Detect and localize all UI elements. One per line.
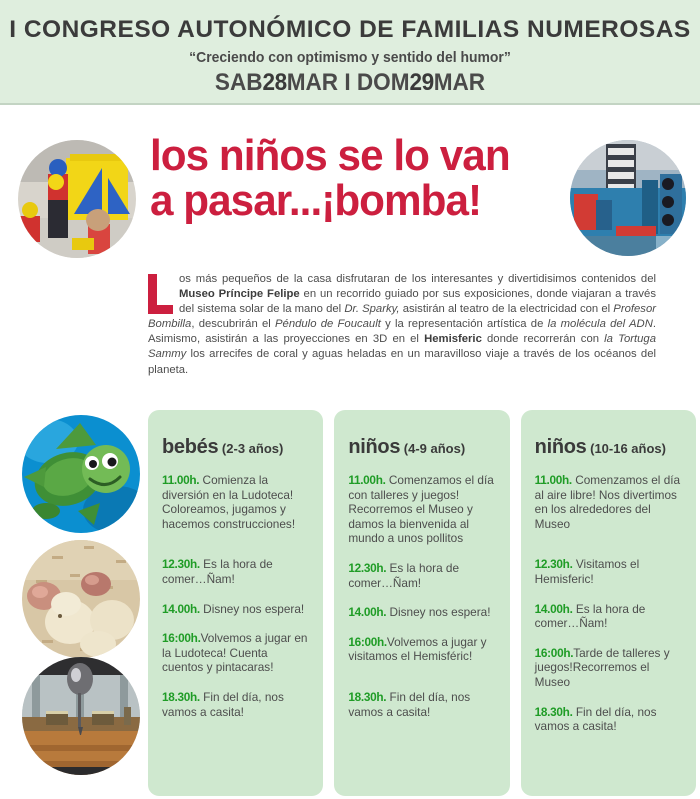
schedule-slot-time: 18.30h. [162,689,200,704]
headline-line-2: a pasar...¡bomba! [150,175,482,225]
playground-photo-svg [18,140,136,258]
schedule-slot [162,631,309,675]
schedule-card-heading [535,436,682,459]
schedule-slot-time: 12.30h. [348,560,387,575]
dates-mid: MAR I DOM [286,69,410,96]
schedule-slot [348,690,495,719]
schedule-slot-text: Es la hora de comer…Ñam! [162,557,273,586]
schedule-slot [348,561,495,590]
body-text-2: en un recorrido guiado por sus exposiciones, donde viajaran a través del sistema solar de la mano del [179,288,656,316]
schedule-slot-text: Comienza la diversión en la Ludoteca! Coloreamos, jugamos y hacemos construcciones! [162,473,296,531]
body-italic-bombilla: Profesor Bombilla [148,303,656,331]
schedule-slot [162,690,309,719]
schedule-slot [535,473,682,531]
drop-cap-l [148,274,174,314]
schedule-card [521,410,696,796]
baby-chicks-hatching-photo [22,540,140,658]
body-italic-molecula: la molécula del ADN [547,318,653,331]
foucault-pendulum-photo [22,657,140,775]
schedule-slot-text: Comenzamos el día al aire libre! Nos divertimos en los alrededores del Museo [534,473,681,531]
schedule-slot-time: 14.00h. [534,601,573,616]
page-headline [150,131,553,225]
schedule-slot-time: 11.00h. [162,473,200,487]
schedule-age-range: (4-9 años) [400,441,466,456]
headline-line-1: los niños se lo van [150,131,510,180]
schedule-slot-time: 16:00h. [348,634,387,649]
children-construction-playground-photo [18,140,136,258]
schedule-slot [348,635,495,664]
schedule-slot-time: 12.30h. [162,557,200,572]
schedule-slot [162,602,309,617]
intro-paragraph [148,272,656,378]
schedule-cards [148,410,696,796]
schedule-slot-text: Volvemos a jugar y visitamos el Hemisféric! [348,634,487,664]
body-text-4: , descubrirán el [191,318,276,331]
schedule-slot-text: Disney nos espera! [386,605,491,620]
schedule-group-name: niños [534,436,587,458]
schedule-slot-time: 14.00h. [348,605,387,620]
schedule-slot-time: 16:00h. [162,631,201,646]
header-band [0,0,700,105]
body-text-1: os más pequeños de la casa disfrutaran de los interesantes y divertidisimos contenidos del [179,273,656,285]
schedule-slot [162,557,309,586]
body-italic-sparky: Dr. Sparky, [344,303,400,316]
body-text-3: asistirán al teatro de la electricidad con el [399,303,614,316]
schedule-slot [535,557,682,586]
congress-title: I CONGRESO AUTONÓMICO DE FAMILIAS NUMEROSAS [9,16,691,43]
chicks-photo-svg [22,540,140,658]
schedule-age-range: (10-16 años) [586,441,666,456]
date-day-28: 28 [262,69,287,96]
body-italic-pendulo: Péndulo de Foucault [275,318,381,331]
schedule-slot-text: Visitamos el Hemisferic! [534,557,640,586]
schedule-slot-text: Fin del día, nos vamos a casita! [162,689,284,719]
schedule-card-heading [348,436,495,459]
schedule-group-name: bebés [162,436,219,458]
schedule-slot-text: Volvemos a jugar en la Ludoteca! Cuenta cuentos y pintacaras! [162,631,308,675]
schedule-slot-text: Es la hora de comer…Ñam! [348,560,460,590]
schedule-slot [348,605,495,620]
schedule-slot-text: Disney nos espera! [199,601,305,616]
schedule-card-heading [162,436,309,459]
congress-subtitle: “Creciendo con optimismo y sentido del humor” [189,49,511,66]
schedule-slot-text: Tarde de talleres y juegos!Recorremos el Museo [534,645,670,689]
dates-prefix: SAB [214,69,263,96]
schedule-slot-time: 16:00h. [534,645,574,660]
schedule-slot-text: Es la hora de comer…Ñam! [534,601,646,631]
schedule-slot-text: Fin del día, nos vamos a casita! [534,704,657,734]
schedule-slot-time: 12.30h. [534,557,573,572]
schedule-slot [348,473,495,546]
body-text-8: los arrecifes de coral y aguas heladas en un maravilloso viaje a través de los océanos del planeta. [148,348,656,376]
schedule-card [148,410,323,796]
schedule-group-name: niños [348,436,401,458]
schedule-slot-time: 14.00h. [162,601,200,616]
body-bold-museo: Museo Príncipe Felipe [179,288,300,301]
body-text-6: . Asimismo, asistirán a las proyecciones en 3D en el [148,318,656,346]
body-italic-tortuga: la Tortuga Sammy [148,333,657,361]
body-bold-hemisferic: Hemisferic [424,333,482,346]
museum-interior-exhibits-photo [570,140,686,256]
date-day-29: 29 [409,69,434,96]
schedule-slot-time: 18.30h. [348,689,387,704]
museum-photo-svg [570,140,686,256]
schedule-card [334,410,509,796]
turtle-photo-svg [22,415,140,533]
congress-dates [21,69,679,97]
schedule-slot-text: Fin del día, nos vamos a casita! [348,689,471,719]
schedule-slot [535,705,682,734]
green-sea-turtle-photo [22,415,140,533]
schedule-slot [535,602,682,631]
pendulum-photo-svg [22,657,140,775]
schedule-slot-time: 11.00h. [348,473,386,487]
dates-suffix: MAR [433,69,486,96]
schedule-slot-time: 11.00h. [534,473,572,487]
schedule-slot [535,646,682,690]
body-text-7: donde recorrerán con [481,333,605,346]
body-text-5: y la representación artística de [380,318,548,331]
schedule-slot [162,473,309,531]
schedule-slot-time: 18.30h. [534,704,573,719]
schedule-slot-text: Comenzamos el día con talleres y juegos! Recorremos el Museo y damos la bienvenida al mundo a unos pollitos [348,473,494,546]
schedule-age-range: (2-3 años) [218,441,284,456]
